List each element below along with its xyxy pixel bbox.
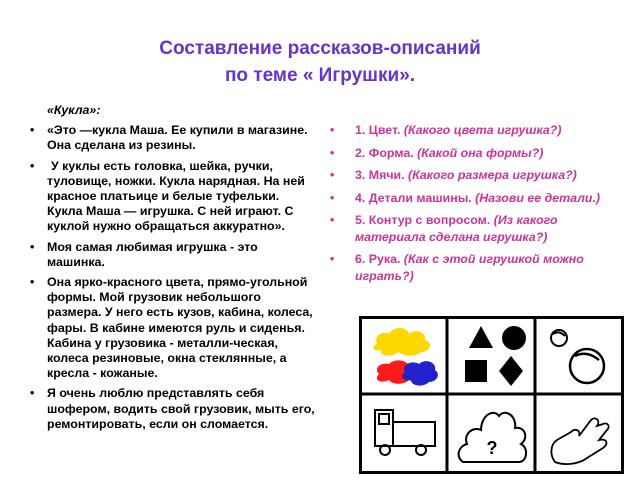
bullet: • [30, 386, 35, 401]
bullet: • [330, 123, 335, 137]
plan-item-label: 6. Рука. [355, 252, 401, 266]
plan-item-label: 4. Детали машины. [355, 190, 472, 205]
plan-item [330, 190, 620, 207]
story-paragraph [30, 386, 315, 432]
square-icon [465, 360, 487, 382]
bullet: • [30, 158, 35, 173]
plan-item-question: (Какого размера игрушка?) [408, 168, 577, 182]
bullet: • [330, 145, 335, 160]
doll-story [30, 103, 315, 437]
plan-item-label: 5. Контур с вопросом. [355, 213, 491, 227]
story-paragraph [30, 240, 315, 270]
story-paragraph [30, 123, 315, 153]
plan-item-question: (Назови ее детали.) [475, 190, 601, 205]
bullet: • [30, 275, 35, 290]
plan-item [330, 122, 620, 139]
plan-item-question: (Как с этой игрушкой можно играть?) [355, 252, 584, 283]
paragraph-text: У куклы есть головка, шейка, ручки, туловище, ножки. Кукла нарядная. На ней красное платьице и белые туфельки. Кукла Маша — игрушка. С ней играют. С куклой нужно обращаться аккуратно». [47, 158, 305, 234]
title-line-1: Составление рассказов-описаний [159, 38, 481, 59]
plan-item-question: (Из какого материала сделана игрушка?) [355, 213, 558, 244]
plan-item [330, 145, 620, 162]
circle-icon [502, 326, 526, 350]
plan-item [330, 251, 620, 284]
paragraph-text: Моя самая любимая игрушка - это машинка. [47, 239, 258, 269]
bullet: • [330, 190, 335, 205]
plan-item-label: 1. Цвет. [355, 123, 401, 137]
bullet: • [30, 239, 35, 254]
paragraph-text: «Это —кукла Маша. Ее купили в магазине. Она сделана из резины. [47, 123, 308, 153]
bullet: • [330, 213, 335, 227]
doll-subtitle: «Кукла»: [47, 103, 101, 117]
plan-item [330, 167, 620, 184]
bullet: • [330, 168, 335, 182]
plan-item-label: 2. Форма. [355, 145, 414, 160]
plan-item-question: (Какого цвета игрушка?) [403, 123, 562, 137]
paragraph-text: Я очень люблю представлять себя шофером, водить свой грузовик, мыть его, ремонтировать, если он сломается. [47, 386, 315, 431]
plan-item-label: 3. Мячи. [355, 168, 405, 182]
plan-item [330, 212, 620, 245]
symbol-grid [359, 316, 624, 474]
page-title [0, 35, 640, 89]
plan-item-question: (Какой она формы?) [417, 145, 544, 160]
bullet: • [30, 123, 35, 138]
title-line-2: по теме « Игрушки». [224, 65, 416, 86]
description-plan [330, 122, 620, 290]
paragraph-text: Она ярко-красного цвета, прямо-угольной формы. Мой грузовик небольшого размера. У него есть кузов, кабина, колеса, фары. В кабине имеются руль и сиденья. Кабина у грузовика - металли-ческая, колеса резиновые, окна стеклянные, а кресла - кожаные. [47, 275, 313, 381]
story-paragraph [30, 159, 315, 235]
bullet: • [330, 252, 335, 266]
question-mark: ? [486, 438, 498, 458]
story-paragraph [30, 275, 315, 381]
